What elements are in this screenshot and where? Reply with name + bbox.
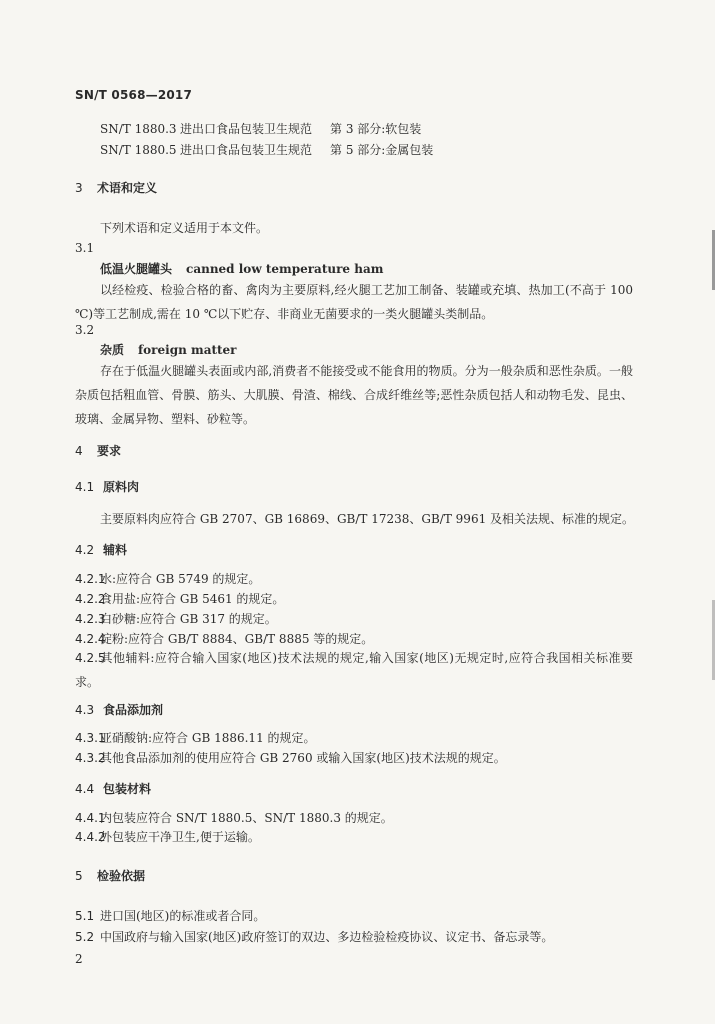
list-item	[75, 750, 506, 766]
section-title: 检验依据	[97, 869, 146, 883]
term-number: 3.1	[75, 241, 95, 255]
item-text: 进口国(地区)的标准或者合同。	[100, 909, 266, 923]
section-number: 5	[75, 869, 83, 883]
item-number: 4.2.1	[75, 572, 106, 586]
term-chinese-name: 杂质	[100, 343, 125, 357]
list-item	[75, 611, 277, 627]
item-text: 亚硝酸钠:应符合 GB 1886.11 的规定。	[100, 731, 316, 745]
item-number: 4.2.5	[75, 651, 106, 665]
term-chinese-name: 低温火腿罐头	[100, 262, 173, 276]
reference-title: 进出口食品包装卫生规范	[180, 143, 313, 157]
item-text: 淀粉:应符合 GB/T 8884、GB/T 8885 等的规定。	[100, 632, 374, 646]
subsection-4-1-heading	[75, 479, 139, 495]
term-english-name: foreign matter	[138, 343, 237, 357]
item-text: 水:应符合 GB 5749 的规定。	[100, 572, 261, 586]
subsection-4-4-heading	[75, 781, 151, 797]
subsection-title: 包装材料	[103, 782, 152, 796]
term-definition: 存在于低温火腿罐头表面或内部,消费者不能接受或不能食用的物质。分为一般杂质和恶性杂质。一般杂质包括粗血管、骨膜、筋头、大肌膜、骨渣、棉线、合成纤维丝等;恶性杂质包括人和动物毛发、昆虫、玻璃、金属异物、塑料、砂粒等。	[75, 364, 633, 426]
reference-entry	[100, 121, 421, 137]
item-text: 食用盐:应符合 GB 5461 的规定。	[100, 592, 285, 606]
item-number: 5.1	[75, 909, 95, 923]
term-heading	[100, 261, 383, 277]
list-item	[75, 810, 393, 826]
term-heading	[100, 342, 237, 358]
item-text: 其他辅料:应符合输入国家(地区)技术法规的规定,输入国家(地区)无规定时,应符合我国相关标准要求。	[75, 651, 633, 689]
item-number: 5.2	[75, 930, 95, 944]
section-5-heading	[75, 868, 145, 884]
list-item	[75, 929, 553, 945]
item-number: 4.3.2	[75, 751, 106, 765]
subsection-title: 原料肉	[103, 480, 140, 494]
list-item	[75, 631, 373, 647]
item-text: 其他食品添加剂的使用应符合 GB 2760 或输入国家(地区)技术法规的规定。	[100, 751, 506, 765]
item-text: 白砂糖:应符合 GB 317 的规定。	[100, 612, 277, 626]
list-item	[75, 571, 260, 587]
term-english-name: canned low temperature ham	[186, 262, 384, 276]
item-number: 4.2.4	[75, 632, 106, 646]
subsection-number: 4.3	[75, 703, 95, 717]
subsection-4-3-heading	[75, 702, 163, 718]
list-item	[75, 646, 633, 694]
subsection-number: 4.1	[75, 480, 95, 494]
section-title: 术语和定义	[97, 181, 158, 195]
reference-code: SN/T 1880.5	[100, 143, 177, 157]
section-3-heading	[75, 180, 157, 196]
page-number: 2	[75, 952, 83, 966]
section-number: 3	[75, 181, 83, 195]
document-id-header: SN/T 0568—2017	[75, 88, 193, 102]
section-title: 要求	[97, 444, 122, 458]
item-text: 中国政府与输入国家(地区)政府签订的双边、多边检验检疫协议、议定书、备忘录等。	[100, 930, 554, 944]
reference-title: 进出口食品包装卫生规范	[180, 122, 313, 136]
list-item	[75, 829, 260, 845]
reference-entry	[100, 142, 433, 158]
section-4-heading	[75, 443, 121, 459]
item-number: 4.4.2	[75, 830, 106, 844]
subsection-4-1-text: 主要原料肉应符合 GB 2707、GB 16869、GB/T 17238、GB/T 9961 及相关法规、标准的规定。	[100, 512, 635, 526]
subsection-title: 辅料	[103, 543, 128, 557]
item-number: 4.3.1	[75, 731, 106, 745]
item-number: 4.2.2	[75, 592, 106, 606]
section-3-intro: 下列术语和定义适用于本文件。	[100, 221, 269, 235]
reference-part: 第 5 部分:金属包装	[330, 143, 434, 157]
reference-part: 第 3 部分:软包装	[330, 122, 422, 136]
subsection-4-2-heading	[75, 542, 127, 558]
list-item	[75, 730, 316, 746]
item-number: 4.2.3	[75, 612, 106, 626]
list-item	[75, 591, 284, 607]
subsection-number: 4.2	[75, 543, 95, 557]
item-text: 内包装应符合 SN/T 1880.5、SN/T 1880.3 的规定。	[100, 811, 393, 825]
item-text: 外包装应干净卫生,便于运输。	[100, 830, 260, 844]
item-number: 4.4.1	[75, 811, 106, 825]
section-number: 4	[75, 444, 83, 458]
term-number: 3.2	[75, 323, 95, 337]
subsection-title: 食品添加剂	[103, 703, 164, 717]
subsection-number: 4.4	[75, 782, 95, 796]
list-item	[75, 908, 265, 924]
reference-code: SN/T 1880.3	[100, 122, 177, 136]
term-definition: 以经检疫、检验合格的畜、禽肉为主要原料,经火腿工艺加工制备、装罐或充填、热加工(不高于 100 ℃)等工艺制成,需在 10 ℃以下贮存、非商业无菌要求的一类火腿罐头类制品。	[75, 283, 633, 321]
